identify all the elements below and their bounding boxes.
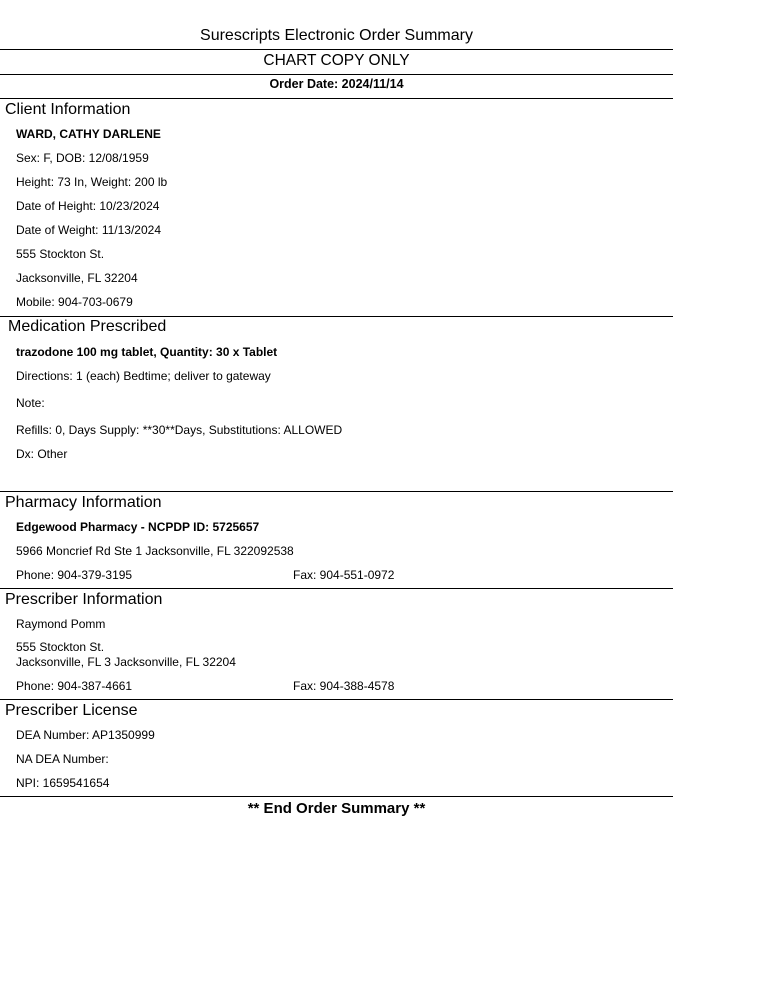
divider <box>0 491 673 492</box>
client-date-of-height: Date of Height: 10/23/2024 <box>16 199 160 213</box>
divider <box>0 796 673 797</box>
prescriber-phone: Phone: 904-387-4661 <box>16 679 133 693</box>
client-name: WARD, CATHY DARLENE <box>16 127 161 141</box>
divider <box>0 699 673 700</box>
license-npi: NPI: 1659541654 <box>16 776 110 790</box>
end-order-summary: ** End Order Summary ** <box>247 800 426 817</box>
medication-note: Note: <box>16 396 45 410</box>
pharmacy-section-heading: Pharmacy Information <box>5 494 162 511</box>
medication-directions: Directions: 1 (each) Bedtime; deliver to gateway <box>16 369 271 383</box>
divider <box>0 588 673 589</box>
client-address-line2: Jacksonville, FL 32204 <box>16 271 138 285</box>
divider <box>0 316 673 317</box>
pharmacy-name: Edgewood Pharmacy - NCPDP ID: 5725657 <box>16 520 260 534</box>
medication-drug: trazodone 100 mg tablet, Quantity: 30 x Tablet <box>16 345 278 359</box>
license-dea-number: DEA Number: AP1350999 <box>16 728 155 742</box>
license-section-heading: Prescriber License <box>5 702 138 719</box>
client-height-weight: Height: 73 In, Weight: 200 lb <box>16 175 168 189</box>
license-na-dea-number: NA DEA Number: <box>16 752 109 766</box>
client-date-of-weight: Date of Weight: 11/13/2024 <box>16 223 161 237</box>
divider <box>0 98 673 99</box>
client-mobile: Mobile: 904-703-0679 <box>16 295 133 309</box>
prescriber-address-line2: Jacksonville, FL 3 Jacksonville, FL 32204 <box>16 655 236 669</box>
medication-dx: Dx: Other <box>16 447 68 461</box>
medication-section-heading: Medication Prescribed <box>8 318 167 335</box>
prescriber-fax: Fax: 904-388-4578 <box>293 679 395 693</box>
chart-copy-label: CHART COPY ONLY <box>263 52 410 69</box>
medication-refills: Refills: 0, Days Supply: **30**Days, Substitutions: ALLOWED <box>16 423 343 437</box>
divider <box>0 74 673 75</box>
pharmacy-phone: Phone: 904-379-3195 <box>16 568 133 582</box>
prescriber-name: Raymond Pomm <box>16 617 106 631</box>
prescriber-address-line1: 555 Stockton St. <box>16 640 105 654</box>
divider <box>0 49 673 50</box>
pharmacy-fax: Fax: 904-551-0972 <box>293 568 395 582</box>
order-date: Order Date: 2024/11/14 <box>269 77 404 91</box>
client-address-line1: 555 Stockton St. <box>16 247 105 261</box>
client-section-heading: Client Information <box>5 101 131 118</box>
pharmacy-address: 5966 Moncrief Rd Ste 1 Jacksonville, FL 322092538 <box>16 544 294 558</box>
document-title: Surescripts Electronic Order Summary <box>200 27 473 44</box>
client-sex-dob: Sex: F, DOB: 12/08/1959 <box>16 151 149 165</box>
prescriber-section-heading: Prescriber Information <box>5 591 163 608</box>
